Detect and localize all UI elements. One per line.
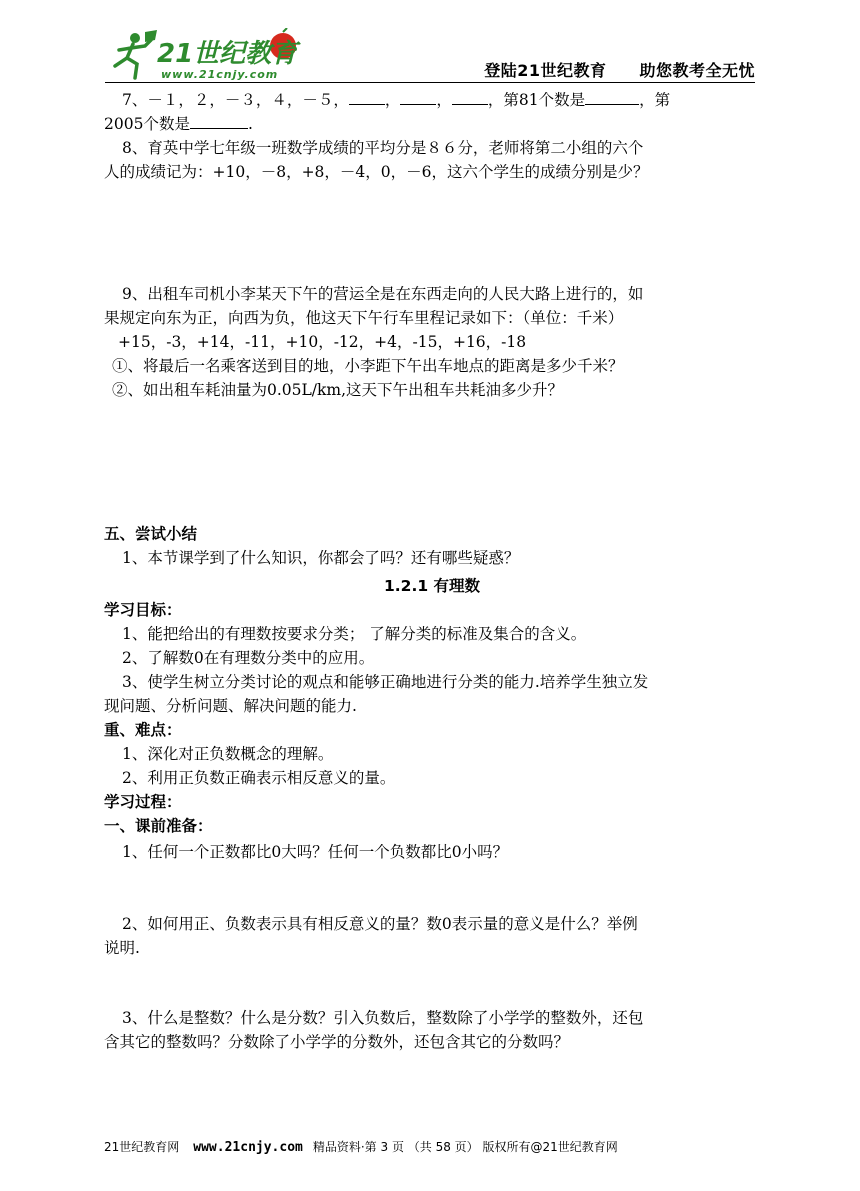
question-7-line-1: 7、－１，２，－３，４，－５， ， ， ，第81个数是 ，第: [104, 88, 778, 112]
question-9-sub-2: ②、如出租车耗油量为0.05L/km,这天下午出租车共耗油多少升？: [112, 381, 564, 399]
svg-text:21世纪教育: 21世纪教育: [157, 39, 298, 69]
goal-1: 1、能把给出的有理数按要求分类； 了解分类的标准及集合的含义。: [122, 625, 587, 643]
key-points-heading: 重、难点：: [104, 721, 182, 739]
svg-text:www.21cnjy.com: www.21cnjy.com: [161, 68, 279, 81]
answer-blank: [349, 88, 385, 105]
prep-question-1: 1、任何一个正数都比0大吗？任何一个负数都比0小吗？: [122, 843, 509, 861]
footer-right: 精品资料·第 3 页 （共 58 页） 版权所有@21世纪教育网: [312, 1140, 618, 1154]
goals-heading: 学习目标：: [104, 601, 182, 619]
answer-blank: [190, 112, 248, 129]
footer-left: 21世纪教育网: [104, 1140, 180, 1154]
page-footer: [104, 1138, 764, 1155]
lesson-title: 1.2.1 有理数: [383, 577, 481, 595]
question-8-line-1: 8、育英中学七年级一班数学成绩的平均分是８６分，老师将第二小组的六个: [122, 139, 644, 157]
header-slogan: 登陆21世纪教育 助您教考全无忧: [484, 61, 755, 80]
prep-question-2-line-2: 说明.: [104, 939, 140, 957]
prep-question-3-line-2: 含其它的整数吗？分数除了小学学的分数外，还包含其它的分数吗？: [104, 1033, 570, 1051]
question-9-line-1: 9、出租车司机小李某天下午的营运全是在东西走向的人民大路上进行的，如: [122, 285, 644, 303]
logo-21cnjy: [105, 28, 305, 84]
page-header: [105, 28, 755, 84]
prep-question-3-line-1: 3、什么是整数？什么是分数？引入负数后，整数除了小学学的整数外，还包: [122, 1009, 644, 1027]
question-9-sub-1: ①、将最后一名乘客送到目的地，小李距下午出车地点的距离是多少千米？: [112, 357, 624, 375]
summary-item-1: 1、本节课学到了什么知识，你都会了吗？还有哪些疑惑？: [122, 549, 520, 567]
answer-blank: [452, 88, 488, 105]
answer-blank: [400, 88, 436, 105]
goal-3-line-2: 现问题、分析问题、解决问题的能力.: [104, 697, 357, 715]
question-9-mileage: +15，-3，+14，-11，+10，-12，+4，-15，+16，-18: [118, 333, 527, 351]
goal-2: 2、了解数0在有理数分类中的应用。: [122, 649, 375, 667]
key-point-1: 1、深化对正负数概念的理解。: [122, 745, 334, 763]
answer-blank: [585, 88, 639, 105]
question-9-line-2: 果规定向东为正，向西为负，他这天下午行车里程记录如下：（单位：千米）: [104, 309, 624, 327]
prep-question-2-line-1: 2、如何用正、负数表示具有相反意义的量？数0表示量的意义是什么？举例: [122, 915, 638, 933]
question-7-line-2: 2005个数是 .: [104, 112, 760, 136]
process-heading: 学习过程：: [104, 793, 182, 811]
key-point-2: 2、利用正负数正确表示相反意义的量。: [122, 769, 396, 787]
prep-heading: 一、课前准备：: [104, 817, 213, 835]
section-heading-summary: 五、尝试小结: [104, 525, 198, 543]
header-rule: [105, 82, 755, 83]
question-8-line-2: 人的成绩记为：+10，－8，+8，－4，0，－6，这六个学生的成绩分别是少？: [104, 163, 649, 181]
footer-site-link[interactable]: www.21cnjy.com: [193, 1140, 303, 1155]
goal-3-line-1: 3、使学生树立分类讨论的观点和能够正确地进行分类的能力.培养学生独立发: [122, 673, 649, 691]
